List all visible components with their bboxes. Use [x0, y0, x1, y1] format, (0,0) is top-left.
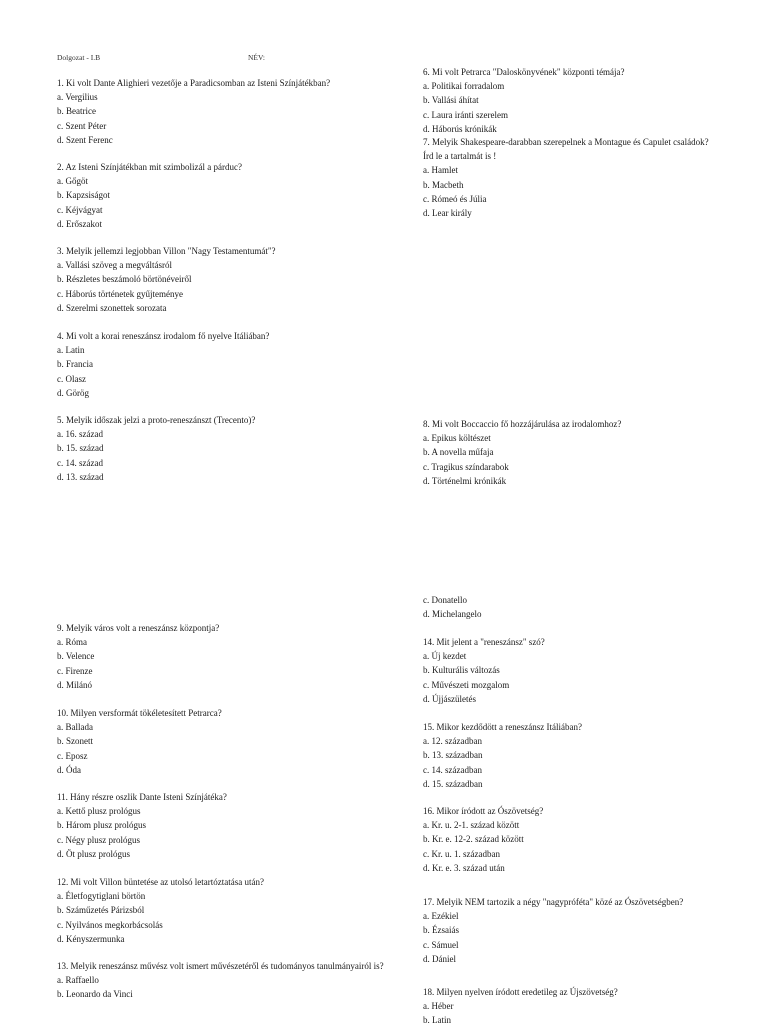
- answer-option: b. Beatrice: [57, 106, 96, 117]
- answer-option: b. 15. század: [57, 443, 104, 454]
- question-text: 15. Mikor kezdődött a reneszánsz Itáliában?: [423, 722, 582, 732]
- question-text: 11. Hány részre oszlik Dante Isteni Színjátéka?: [57, 792, 227, 802]
- answer-option: b. Kulturális változás: [423, 665, 500, 676]
- answer-option: d. Michelangelo: [423, 609, 482, 620]
- question-block: [57, 790, 387, 861]
- answer-option: d. Háborús krónikák: [423, 123, 497, 134]
- question-block: [423, 804, 753, 875]
- answer-option: b. A novella műfaja: [423, 447, 494, 458]
- answer-option: a. Kr. u. 2-1. század között: [423, 820, 520, 831]
- answer-option: d. 15. században: [423, 778, 483, 789]
- answer-option: a. Ezékiel: [423, 911, 459, 922]
- answer-option: a. 16. század: [57, 429, 103, 440]
- question-block: [57, 959, 387, 1002]
- answer-option: a. Raffaello: [57, 975, 99, 986]
- answer-option: a. Gőgöt: [57, 176, 88, 187]
- answer-option: d. Szent Ferenc: [57, 134, 113, 145]
- answer-option: c. Nyilvános megkorbácsolás: [57, 919, 163, 930]
- answer-option: b. Három plusz prológus: [57, 820, 146, 831]
- answer-option: d. Kr. e. 3. század után: [423, 862, 505, 873]
- answer-option: c. Rómeó és Júlia: [423, 193, 487, 204]
- answer-option: b. Latin: [423, 1015, 451, 1026]
- question-block: [57, 76, 387, 147]
- question-block: [423, 135, 753, 220]
- answer-option: b. Francia: [57, 359, 93, 370]
- answer-option: c. Négy plusz prológus: [57, 834, 140, 845]
- answer-option: c. Firenze: [57, 665, 93, 676]
- answer-option: a. Életfogytiglani börtön: [57, 891, 146, 902]
- question-block: [57, 160, 387, 231]
- question-block: [57, 413, 387, 484]
- answer-option: c. Kéjvágyat: [57, 204, 103, 215]
- answer-option: b. Kr. e. 12-2. század között: [423, 834, 524, 845]
- answer-option: b. Vallási áhítat: [423, 95, 479, 106]
- question-block: [57, 875, 387, 946]
- answer-option: d. Lear király: [423, 208, 472, 219]
- question-text: 3. Melyik jellemzi legjobban Villon "Nagy Testamentumát"?: [57, 246, 276, 256]
- answer-option: Írd le a tartalmát is !: [423, 151, 497, 162]
- question-text: 16. Mikor íródott az Ószövetség?: [423, 806, 544, 816]
- answer-option: c. Szent Péter: [57, 120, 107, 131]
- answer-option: d. Erőszakot: [57, 218, 102, 229]
- answer-option: b. Szonett: [57, 736, 93, 747]
- question-block: [57, 621, 387, 692]
- question-block: [423, 985, 753, 1028]
- question-text: 7. Melyik Shakespeare-darabban szerepelnek a Montague és Capulet családok?: [423, 137, 709, 147]
- question-text: 12. Mi volt Villon büntetése az utolsó letartóztatása után?: [57, 877, 264, 887]
- header-name-label: NÉV:: [248, 53, 265, 62]
- answer-option: b. Kapzsiságot: [57, 190, 110, 201]
- answer-option: a. Vergilius: [57, 92, 98, 103]
- question-block: [423, 635, 753, 706]
- answer-option: d. Öt plusz prológus: [57, 848, 130, 859]
- answer-option: c. Olasz: [57, 373, 86, 384]
- answer-option: c. Donatello: [423, 595, 467, 605]
- question-block: [423, 720, 753, 791]
- answer-option: a. Hamlet: [423, 165, 458, 176]
- answer-option: d. Kényszermunka: [57, 933, 125, 944]
- question-text: 9. Melyik város volt a reneszánsz központja?: [57, 623, 220, 633]
- question-block: [57, 706, 387, 777]
- answer-option: d. Görög: [57, 387, 89, 398]
- answer-option: a. 12. században: [423, 736, 482, 747]
- answer-option: a. Ballada: [57, 722, 93, 733]
- answer-option: a. Vallási szöveg a megváltásról: [57, 260, 173, 271]
- answer-option: d. Milánó: [57, 679, 92, 690]
- question-text: 2. Az Isteni Színjátékban mit szimbolizál a párduc?: [57, 162, 242, 172]
- question-text: 14. Mit jelent a "reneszánsz" szó?: [423, 637, 545, 647]
- answer-option: c. Művészeti mozgalom: [423, 679, 510, 690]
- question-text: 6. Mi volt Petrarca "Daloskönyvének" központi témája?: [423, 67, 625, 77]
- answer-option: b. Velence: [57, 651, 95, 662]
- question-block: [423, 65, 753, 136]
- question-text: 4. Mi volt a korai reneszánsz irodalom fő nyelve Itáliában?: [57, 331, 270, 341]
- answer-option: b. Száműzetés Párizsból: [57, 905, 145, 916]
- header-subject: Dolgozat - I.B: [57, 53, 101, 62]
- answer-option: d. 13. század: [57, 471, 104, 482]
- answer-option: b. Ézsaiás: [423, 925, 459, 936]
- answer-option: c. Laura iránti szerelem: [423, 109, 508, 120]
- answer-option: d. Történelmi krónikák: [423, 475, 507, 486]
- answer-option: d. Szerelmi szonettek sorozata: [57, 302, 167, 313]
- answer-option: a. Róma: [57, 637, 87, 648]
- answer-option: b. Részletes beszámoló börtönéveiről: [57, 274, 192, 285]
- answer-option: a. Politikai forradalom: [423, 81, 505, 92]
- answer-option: b. Macbeth: [423, 179, 464, 190]
- answer-option: c. 14. században: [423, 764, 482, 775]
- question-block: [57, 329, 387, 400]
- answer-option: c. Kr. u. 1. században: [423, 848, 500, 859]
- answer-option: d. Dániel: [423, 953, 456, 964]
- answer-option: a. Új kezdet: [423, 651, 467, 662]
- question-text: 17. Melyik NEM tartozik a négy "nagypróféta" közé az Ószövetségben?: [423, 897, 684, 907]
- question-block: [423, 895, 753, 966]
- answer-option: d. Újjászületés: [423, 693, 476, 704]
- answer-option: a. Héber: [423, 1001, 454, 1012]
- answer-option: a. Kettő plusz prológus: [57, 806, 141, 817]
- question-text: 18. Milyen nyelven íródott eredetileg az Újszövetség?: [423, 987, 618, 997]
- answer-option: c. Háborús történetek gyűjteménye: [57, 288, 183, 299]
- answer-option: a. Epikus költészet: [423, 433, 491, 444]
- answer-option: c. Eposz: [57, 750, 88, 761]
- question-block: [57, 244, 387, 315]
- question-text: 13. Melyik reneszánsz művész volt ismert művészetéről és tudományos tanulmányairól is?: [57, 961, 384, 971]
- answer-option: d. Óda: [57, 764, 81, 775]
- answer-option: b. Leonardo da Vinci: [57, 989, 133, 1000]
- question-block: [423, 417, 753, 488]
- answer-option: b. 13. században: [423, 750, 483, 761]
- question-text: 5. Melyik időszak jelzi a proto-reneszánszt (Trecento)?: [57, 415, 256, 425]
- answer-option: c. Sámuel: [423, 939, 459, 950]
- answer-option: a. Latin: [57, 345, 85, 356]
- answer-option: c. Tragikus színdarabok: [423, 461, 509, 472]
- question-text: 10. Milyen versformát tökéletesített Petrarca?: [57, 708, 222, 718]
- question-text: 8. Mi volt Boccaccio fő hozzájárulása az irodalomhoz?: [423, 419, 622, 429]
- question-block: [423, 593, 753, 621]
- answer-option: c. 14. század: [57, 457, 103, 468]
- question-text: 1. Ki volt Dante Alighieri vezetője a Paradicsomban az Isteni Színjátékban?: [57, 78, 331, 88]
